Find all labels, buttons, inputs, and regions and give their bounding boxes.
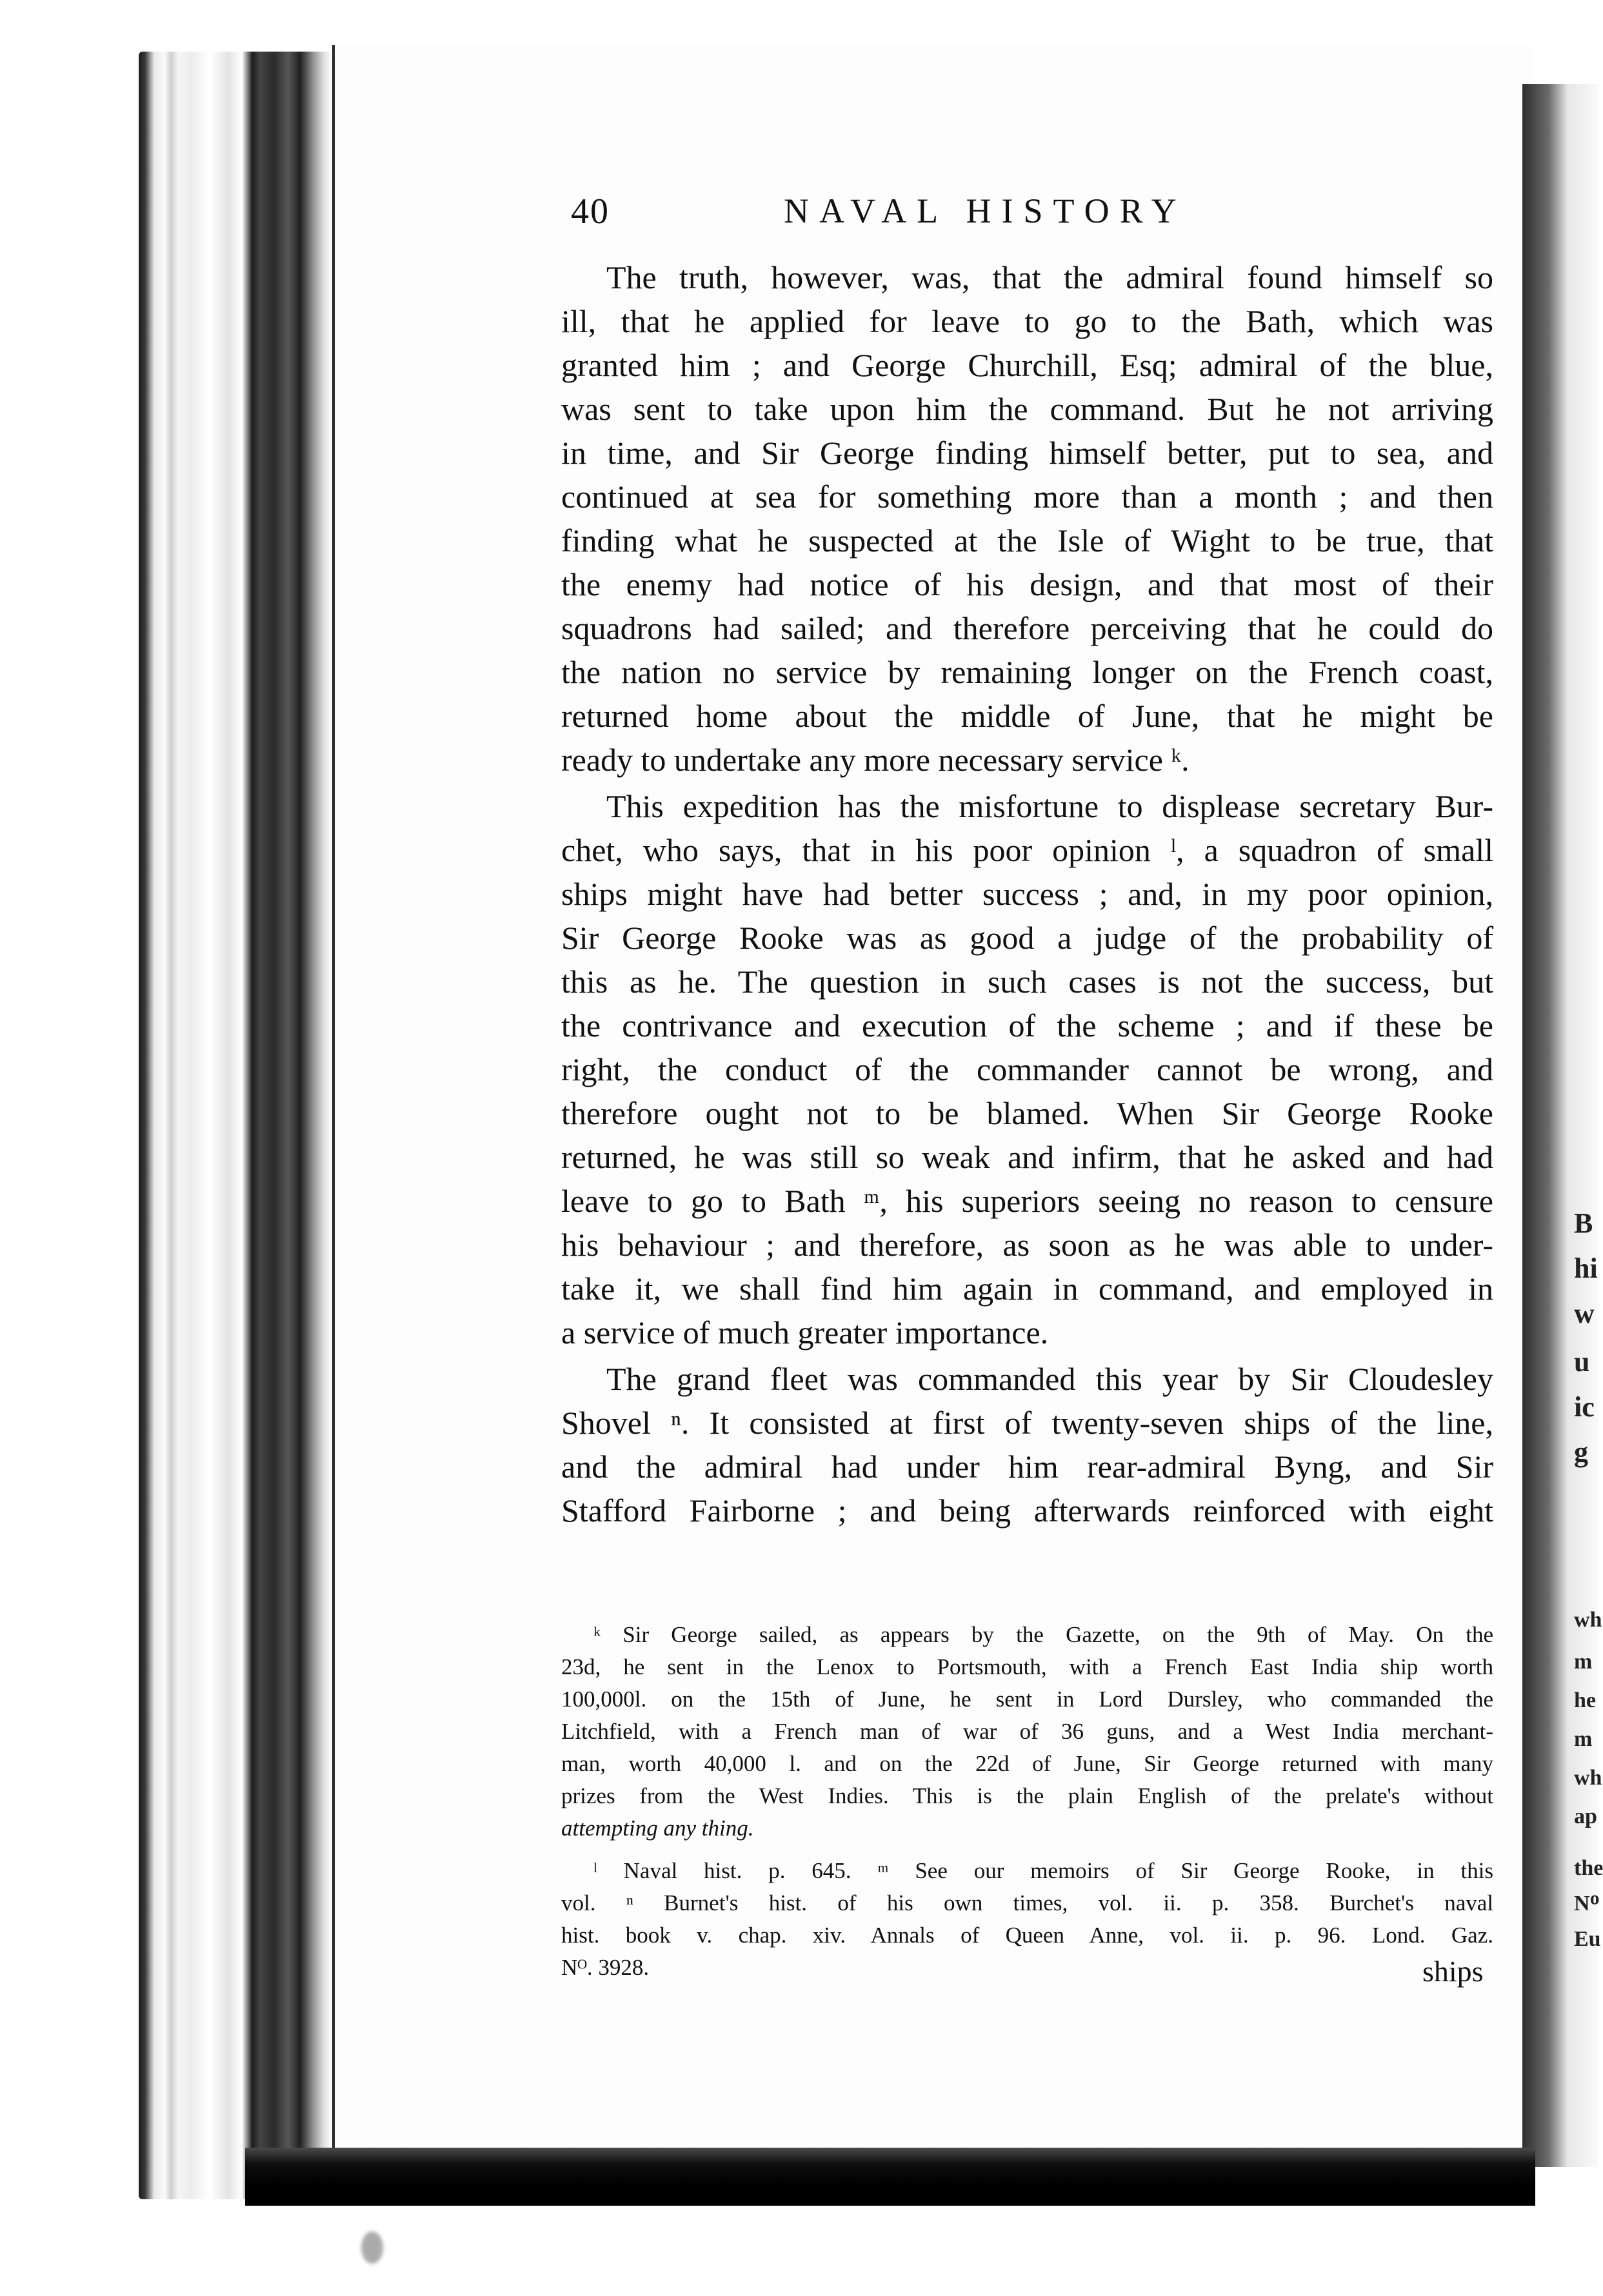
facing-page-letter: wh [1574,1766,1602,1790]
text-line: ships might have had better success ; and, in my poor opinion, [561,876,1493,912]
text-line: This expedition has the misfortune to displease secretary Bur- [606,788,1493,824]
text-line: chet, who says, that in his poor opinion ˡ, a squadron of small [561,832,1493,868]
text-line: ill, that he applied for leave to go to the Bath, which was [561,303,1493,339]
footnote-line: ˡ Naval hist. p. 645. ᵐ See our memoirs of Sir George Rooke, in this [593,1858,1493,1883]
scan-margin-left [0,0,135,2296]
text-line: the enemy had notice of his design, and that most of their [561,566,1493,602]
text-line: his behaviour ; and therefore, as soon as he was able to under- [561,1227,1493,1263]
facing-page-letter: w [1574,1298,1595,1329]
text-line: in time, and Sir George finding himself better, put to sea, and [561,435,1493,471]
text-line: finding what he suspected at the Isle of Wight to be true, that [561,522,1493,559]
text-line: The truth, however, was, that the admiral found himself so [606,259,1493,295]
footnote-line: prizes from the West Indies. This is the plain English of the prelate's without [561,1783,1493,1808]
facing-page-letter: hi [1574,1252,1598,1284]
text-line: leave to go to Bath ᵐ, his superiors seeing no reason to censure [561,1183,1493,1219]
text-line: granted him ; and George Churchill, Esq; admiral of the blue, [561,347,1493,383]
text-line: ready to undertake any more necessary service ᵏ. [561,742,1190,778]
text-line: The grand fleet was commanded this year by Sir Cloudesley [606,1361,1493,1397]
text-line: take it, we shall find him again in command, and employed in [561,1271,1493,1307]
footnote-line: Nᴼ. 3928. [561,1955,650,1980]
ink-smudge [361,2232,383,2264]
scan-margin-bottom [0,2206,1598,2296]
footnotes [561,1619,1493,1984]
facing-page-edge [1522,84,1598,2167]
facing-page-letter: B [1574,1207,1593,1239]
facing-page-letter: m [1574,1650,1593,1674]
facing-page-letter: ic [1574,1391,1595,1423]
page-number: 40 [571,192,610,232]
text-line: returned home about the middle of June, that he might be [561,698,1493,734]
footnote-line: man, worth 40,000 l. and on the 22d of June, Sir George returned with many [561,1751,1493,1776]
facing-page-letter: g [1574,1436,1588,1468]
text-line: Shovel ⁿ. It consisted at first of twenty-seven ships of the line, [561,1405,1493,1441]
facing-page-letter: ap [1574,1805,1597,1828]
text-line: continued at sea for something more than a month ; and then [561,479,1493,515]
text-line: this as he. The question in such cases is not the success, but [561,964,1493,1000]
facing-page-letter: Eu [1574,1927,1601,1951]
text-line: and the admiral had under him rear-admiral Byng, and Sir [561,1449,1493,1485]
footnote-line: ᵏ Sir George sailed, as appears by the Gazette, on the 9th of May. On the [593,1622,1493,1647]
footnote-line: vol. ⁿ Burnet's hist. of his own times, vol. ii. p. 358. Burchet's naval [561,1890,1493,1915]
footnote-line: 23d, he sent in the Lenox to Portsmouth, with a French East India ship worth [561,1654,1493,1679]
text-line: the nation no service by remaining longer on the French coast, [561,654,1493,690]
catchword: ships [1422,1955,1484,1988]
facing-page-letter: u [1574,1346,1590,1378]
text-line: was sent to take upon him the command. But he not arriving [561,391,1493,427]
text-line: a service of much greater importance. [561,1314,1049,1351]
text-line: Stafford Fairborne ; and being afterwards reinforced with eight [561,1492,1493,1529]
footnote-line: 100,000l. on the 15th of June, he sent in Lord Dursley, who commanded the [561,1687,1493,1712]
text-line: therefore ought not to be blamed. When Sir George Rooke [561,1095,1493,1131]
running-title: NAVAL HISTORY [784,192,1187,230]
facing-page-letter: m [1574,1727,1593,1751]
page-bottom-shadow [245,2148,1535,2206]
running-head [571,191,1316,242]
facing-page-letter: wh [1574,1608,1602,1632]
facing-page-letter: Nᴼ [1574,1892,1600,1915]
book-page-edges [139,52,332,2199]
text-line: right, the conduct of the commander cannot be wrong, and [561,1051,1493,1087]
text-line: squadrons had sailed; and therefore perceiving that he could do [561,610,1493,646]
text-line: returned, he was still so weak and infirm, that he asked and had [561,1139,1493,1175]
footnote-line: Litchfield, with a French man of war of 36 guns, and a West India merchant- [561,1719,1493,1744]
body-text [561,255,1493,1532]
footnote-line: attempting any thing. [561,1816,754,1841]
footnote-line: hist. book v. chap. xiv. Annals of Queen Anne, vol. ii. p. 96. Lond. Gaz. [561,1923,1493,1948]
text-line: Sir George Rooke was as good a judge of the probability of [561,920,1493,956]
facing-page-letter: he [1574,1688,1596,1712]
text-line: the contrivance and execution of the scheme ; and if these be [561,1007,1493,1044]
facing-page-letter: the [1574,1856,1603,1880]
